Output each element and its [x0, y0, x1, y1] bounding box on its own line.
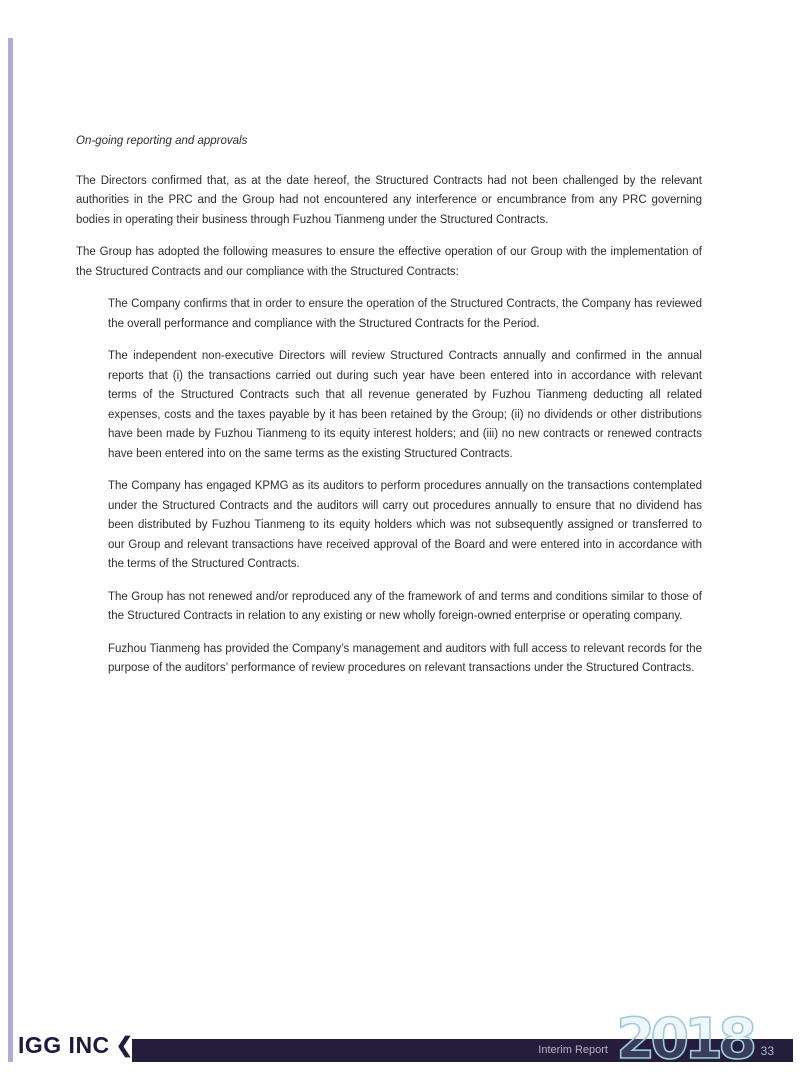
paragraph: The Directors confirmed that, as at the date hereof, the Structured Contracts had not been challenged by the relevant authorities in the PRC and the Group had not encountered any interference or encumbrance from any PRC governing bodies in operating their business through Fuzhou Tianmeng under the Structured Contracts.: [76, 174, 702, 226]
left-accent-strip: [8, 38, 13, 1062]
company-logo-text: IGG INC: [18, 1032, 110, 1058]
section-heading: On-going reporting and approvals: [76, 135, 248, 147]
report-content: [76, 132, 702, 692]
report-title-label: Interim Report: [538, 1044, 608, 1056]
indented-paragraph: The independent non-executive Directors will review Structured Contracts annually and confirmed in the annual reports that (i) the transactions carried out during such year have been entered into in accordance with relevant terms of the Structured Contracts such that all revenue generated by Fuzhou Tianmeng deducting all related expenses, costs and the taxes payable by it has been retained by the Group; (ii) no dividends or other distributions have been made by Fuzhou Tianmeng to its equity interest holders; and (iii) no new contracts or renewed contracts have been entered into on the same terms as the existing Structured Contracts.: [108, 350, 702, 460]
paragraph: The Group has adopted the following measures to ensure the effective operation of our Group with the implementation of the Structured Contracts and our compliance with the Structured Contracts:: [76, 246, 702, 278]
brand-block: [18, 1032, 133, 1059]
chevron-left-icon: ❮: [115, 1034, 134, 1057]
indented-paragraph: Fuzhou Tianmeng has provided the Company’s management and auditors with full access to relevant records for the purpose of the auditors’ performance of review procedures on relevant transactions under the Structured Contracts.: [108, 642, 702, 674]
indented-paragraph: The Company has engaged KPMG as its auditors to perform procedures annually on the transactions contemplated under the Structured Contracts and the auditors will carry out procedures annually to ensure that no dividend has been distributed by Fuzhou Tianmeng to its equity holders which was not subsequently assigned or transferred to our Group and relevant transactions have received approval of the Board and were entered into in accordance with the terms of the Structured Contracts.: [108, 480, 702, 570]
report-year-logo: 2018: [616, 1007, 752, 1072]
indented-paragraph: The Company confirms that in order to ensure the operation of the Structured Contracts, the Company has reviewed the overall performance and compliance with the Structured Contracts for the Period.: [108, 298, 702, 330]
page-number: 33: [760, 1044, 774, 1058]
page-footer: [0, 1007, 800, 1085]
indented-paragraph: The Group has not renewed and/or reproduced any of the framework of and terms and conditions similar to those of the Structured Contracts in relation to any existing or new wholly foreign-owned enterprise or operating company.: [108, 590, 702, 622]
